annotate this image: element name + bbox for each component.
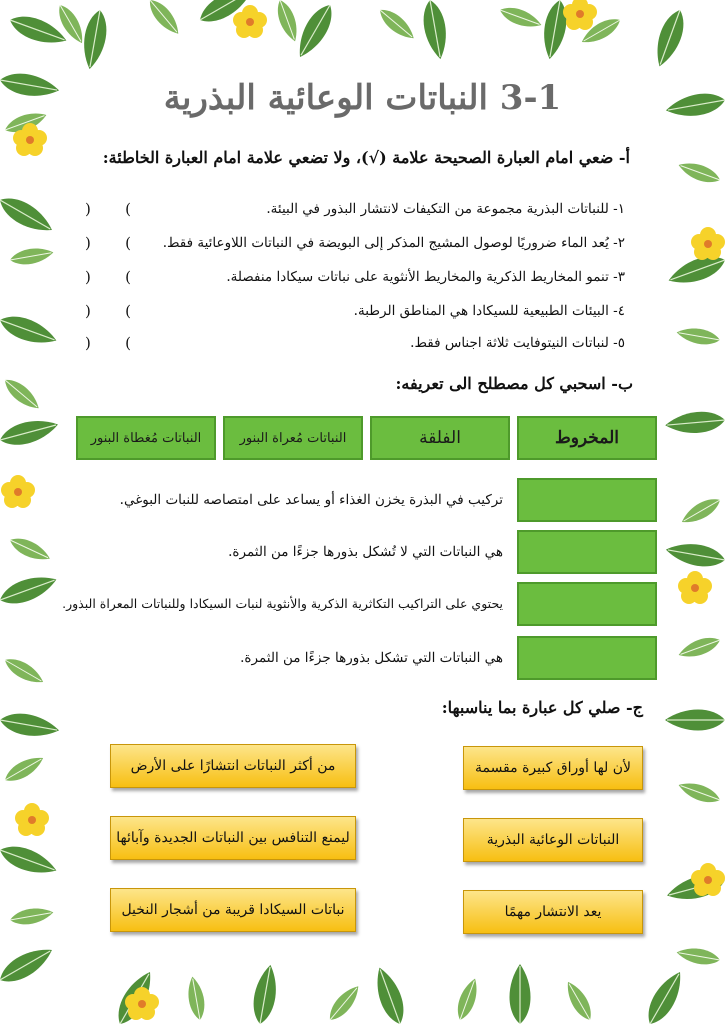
definition-text: يحتوي على التراكيب التكاثرية الذكرية والأنثوية لنبات السيكادا وللنباتات المعراة البذور.	[62, 596, 503, 611]
statement-text: ٤- البيئات الطبيعية للسيكادا هي المناطق الرطبة.	[353, 303, 625, 319]
match-item-left[interactable]: من أكثر النباتات انتشارًا على الأرض	[110, 744, 356, 788]
definition-text: هي النباتات التي لا تُشكل بذورها جزءًا من الثمرة.	[228, 544, 503, 560]
term-cotyledon[interactable]: الفلقة	[370, 416, 510, 460]
statement-text: ١- للنباتات البذرية مجموعة من التكيفات لانتشار البذور في البيئة.	[266, 201, 625, 217]
term-gymnosperms[interactable]: النباتات مُعراة البنور	[223, 416, 363, 460]
section-b-instruction: ب- اسحبي كل مصطلح الى تعريفه:	[395, 374, 633, 393]
match-item-right[interactable]: يعد الانتشار مهمًا	[463, 890, 643, 934]
section-a-instruction: أ- ضعي امام العبارة الصحيحة علامة (√)، ولا تضعي علامة امام العبارة الخاطئة:	[102, 148, 630, 167]
statement-row: ٤- البيئات الطبيعية للسيكادا هي المناطق الرطبة. ( )	[85, 298, 625, 324]
match-item-right[interactable]: لأن لها أوراق كبيرة مقسمة	[463, 746, 643, 790]
statement-row: ٣- تنمو المخاريط الذكرية والمخاريط الأنثوية على نباتات سيكادا منفصلة. ( )	[85, 264, 625, 290]
definition-text: تركيب في البذرة يخزن الغذاء أو يساعد على امتصاصه للنبات البوغي.	[119, 492, 503, 508]
drop-target[interactable]	[517, 582, 657, 626]
drop-target[interactable]	[517, 530, 657, 574]
definition-text: هي النباتات التي تشكل بذورها جزءًا من الثمرة.	[240, 650, 503, 666]
statement-row: ٥- لنباتات النيتوفايت ثلاثة اجناس فقط. ( )	[85, 330, 625, 356]
drop-target[interactable]	[517, 636, 657, 680]
match-item-left[interactable]: ليمنع التنافس بين النباتات الجديدة وآبائها	[110, 816, 356, 860]
match-item-right[interactable]: النباتات الوعائية البذرية	[463, 818, 643, 862]
term-angiosperms[interactable]: النباتات مُغطاة البنور	[76, 416, 216, 460]
statement-text: ٣- تنمو المخاريط الذكرية والمخاريط الأنثوية على نباتات سيكادا منفصلة.	[226, 269, 625, 285]
statement-row: ١- للنباتات البذرية مجموعة من التكيفات لانتشار البذور في البيئة. ( )	[85, 196, 625, 222]
term-cone[interactable]: المخروط	[517, 416, 657, 460]
drop-target[interactable]	[517, 478, 657, 522]
statement-row: ٢- يُعد الماء ضروريًا لوصول المشيج المذكر إلى البويضة في النباتات اللاوعائية فقط. ( )	[85, 230, 625, 256]
match-item-left[interactable]: نباتات السيكادا قريبة من أشجار النخيل	[110, 888, 356, 932]
section-c-instruction: ج- صلي كل عبارة بما يناسبها:	[441, 698, 643, 717]
page-title: 3-1 النباتات الوعائية البذرية	[163, 78, 562, 118]
statement-text: ٥- لنباتات النيتوفايت ثلاثة اجناس فقط.	[410, 335, 625, 351]
statement-text: ٢- يُعد الماء ضروريًا لوصول المشيج المذكر إلى البويضة في النباتات اللاوعائية فقط.	[162, 235, 625, 251]
